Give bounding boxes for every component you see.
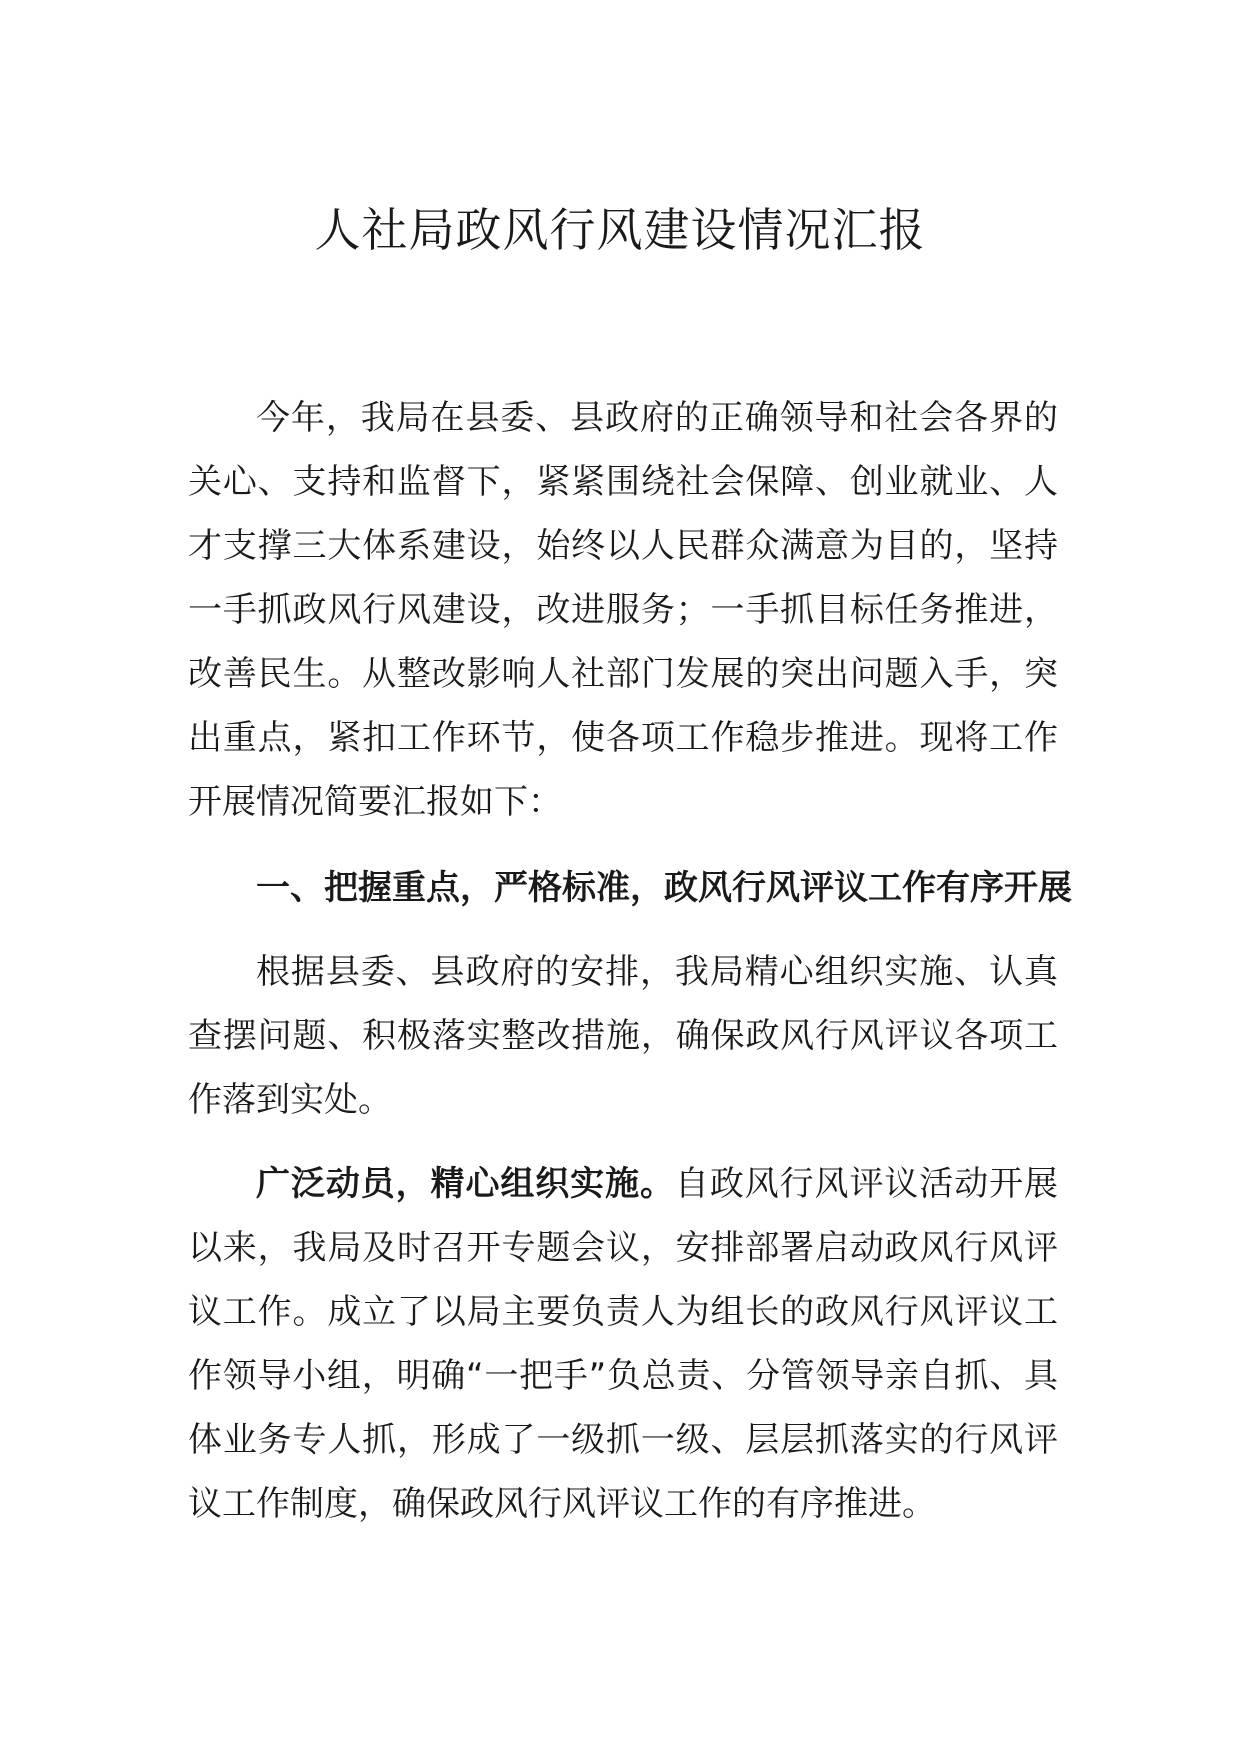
section-1-item-1 xyxy=(188,1152,1058,1536)
item-body-text: 自政风行风评议活动开展以来，我局及时召开专题会议，安排部署启动政风行风评议工作。成立了以局主要负责人为组长的政风行风评议工作领导小组，明确“一把手”负总责、分管领导亲自抓、具体业务专人抓，形成了一级抓一级、层层抓落实的行风评议工作制度，确保政风行风评议工作的有序推进。 xyxy=(188,1164,1059,1524)
section-heading-1: 一、把握重点，严格标准，政风行风评议工作有序开展 xyxy=(256,868,1072,908)
document-body xyxy=(188,386,1072,1536)
item-lead-text: 广泛动员，精心组织实施。 xyxy=(256,1164,675,1204)
section-1-paragraph: 根据县委、县政府的安排，我局精心组织实施、认真查摆问题、积极落实整改措施，确保政风行风评议各项工作落到实处。 xyxy=(188,952,1058,1120)
intro-paragraph: 今年，我局在县委、县政府的正确领导和社会各界的关心、支持和监督下，紧紧围绕社会保障、创业就业、人才支撑三大体系建设，始终以人民群众满意为目的，坚持一手抓政风行风建设，改进服务；一手抓目标任务推进，改善民生。从整改影响人社部门发展的突出问题入手，突出重点，紧扣工作环节，使各项工作稳步推进。现将工作开展情况简要汇报如下： xyxy=(188,398,1058,822)
document-title: 人社局政风行风建设情况汇报 xyxy=(314,203,926,257)
